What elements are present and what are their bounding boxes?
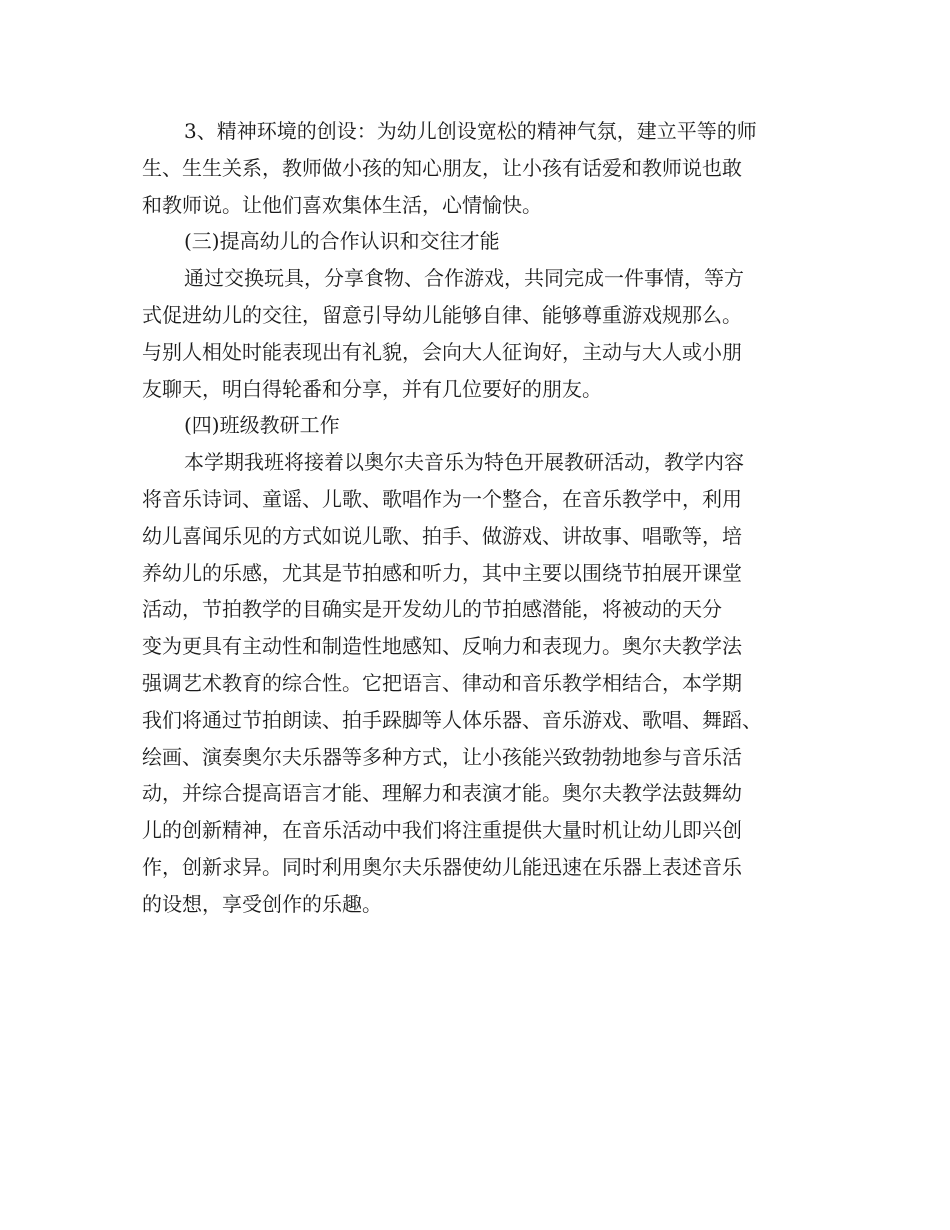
text-line: 养幼儿的乐感，尤其是节拍感和听力，其中主要以围绕节拍展开课堂 (142, 560, 742, 585)
text-line: 作，创新求异。同时利用奥尔夫乐器使幼儿能迅速在乐器上表述音乐 (142, 854, 742, 879)
text-line: 变为更具有主动性和制造性地感知、反响力和表现力。奥尔夫教学法 (142, 634, 742, 659)
text-line: 绘画、演奏奥尔夫乐器等多种方式，让小孩能兴致勃勃地参与音乐活 (142, 744, 742, 769)
text-line: 生、生生关系，教师做小孩的知心朋友，让小孩有话爱和教师说也敢 (142, 155, 742, 180)
text-line: 3、精神环境的创设：为幼儿创设宽松的精神气氛，建立平等的师 (184, 119, 757, 143)
text-line: 动，并综合提高语言才能、理解力和表演才能。奥尔夫教学法鼓舞幼 (142, 781, 742, 806)
paragraph-spirit-environment (142, 113, 832, 223)
section-heading-research (142, 407, 832, 444)
section-heading-text: (三)提高幼儿的合作认识和交往才能 (184, 229, 500, 254)
section-heading-cooperation (142, 223, 832, 260)
text-line: 将音乐诗词、童谣、儿歌、歌唱作为一个整合，在音乐教学中，利用 (142, 486, 742, 511)
paragraph-cooperation (142, 260, 832, 407)
text-line: 友聊天，明白得轮番和分享，并有几位要好的朋友。 (142, 376, 602, 401)
text-line: 的设想，享受创作的乐趣。 (142, 891, 382, 916)
text-line: 活动，节拍教学的目确实是开发幼儿的节拍感潜能，将被动的天分 (142, 597, 722, 622)
text-line: 本学期我班将接着以奥尔夫音乐为特色开展教研活动，教学内容 (184, 450, 744, 475)
text-line: 式促进幼儿的交往，留意引导幼儿能够自律、能够尊重游戏规那么。 (142, 302, 742, 327)
text-line: 儿的创新精神，在音乐活动中我们将注重提供大量时机让幼儿即兴创 (142, 818, 742, 843)
text-line: 与别人相处时能表现出有礼貌，会向大人征询好，主动与大人或小朋 (142, 339, 742, 364)
text-line: 幼儿喜闻乐见的方式如说儿歌、拍手、做游戏、讲故事、唱歌等，培 (142, 523, 742, 548)
document-body (142, 113, 832, 923)
text-line: 通过交换玩具，分享食物、合作游戏，共同完成一件事情，等方 (184, 266, 744, 291)
text-line: 我们将通过节拍朗读、拍手跺脚等人体乐器、音乐游戏、歌唱、舞蹈、 (142, 707, 762, 732)
section-heading-text: (四)班级教研工作 (184, 413, 340, 438)
paragraph-research (142, 444, 832, 922)
text-line: 和教师说。让他们喜欢集体生活，心情愉快。 (142, 192, 542, 217)
text-line: 强调艺术教育的综合性。它把语言、律动和音乐教学相结合，本学期 (142, 670, 742, 695)
